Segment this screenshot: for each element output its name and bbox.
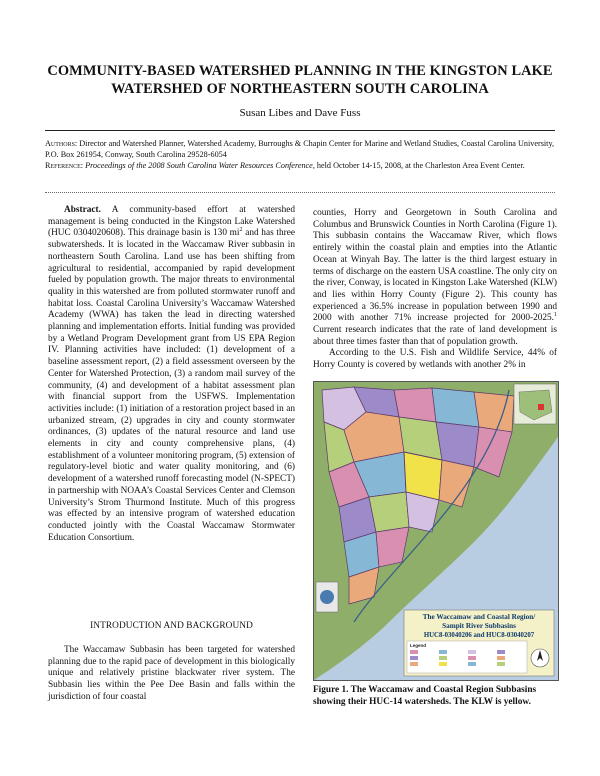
legend-swatch [439, 650, 447, 654]
right-column [313, 208, 557, 372]
legend-swatch [468, 656, 476, 660]
right-paragraph-2: According to the U.S. Fish and Wildlife Service, 44% of Horry County is covered by wetlands with another 2% in [313, 348, 557, 371]
legend-swatch [497, 656, 505, 660]
legend-swatch [410, 662, 418, 666]
reference-label: Reference: [45, 160, 84, 170]
affiliation-label: Authors: [45, 139, 78, 148]
author-line: Susan Libes and Dave Fuss [239, 107, 361, 119]
abstract-text-2: and has three subwatersheds. It is located in the Waccamaw River subbasin in northeastern South Carolina. Land use has been shifting from agricultural to residential, accompanied by rapid development fueled by population growth. The major threats to environmental quality in this watershed are from polluted stormwater runoff and habitat loss. Coastal Carolina University’s Waccamaw Watershed Academy (WWA) has taken the lead in directing watershed planning and implementation efforts. Initial funding was provided by a Wetland Program Development grant from US EPA Region IV. Planning activities have included: (1) development of a baseline assessment report, (2) a field assessment overseen by the Center for Watershed Protection, (3) a random mail survey of the community, (4) and development of a habitat assessment plan with financial support from the USFWS. Implementation activities include: (1) initiation of a restoration project based in an urbanized stream, (2) upgrades in city and county stormwater ordinances, (3) updates of the natural resource and land use elements in city and county comprehensive plans, (4) establishment of a volunteer monitoring program, (5) extension of regulatory-level biotic and water quality monitoring, and (6) development of a watershed runoff forecasting model (N-SPECT) in partnership with NOAA’s Coastal Services Center and Clemson University’s Strom Thurmond Institute. Much of this progress was effected by an intensive program of watershed education conducted jointly with the Coastal Waccamaw Stormwater Education Consortium. [48, 228, 295, 543]
legend-swatch [410, 656, 418, 660]
right-superscript: 1 [554, 312, 557, 319]
abstract-text-1: A community-based effort at watershed management is being conducted in the Kingston Lake Watershed (HUC 0304020608). This drainage basin is 130 mi [48, 205, 296, 239]
map-title-line-3: HUC8-03040206 and HUC8-03040207 [423, 632, 535, 639]
locator-highlight [538, 404, 544, 410]
figure-caption: Figure 1. The Waccamaw and Coastal Region Subbasins showing their HUC-14 watersheds. The KLW is yellow. [313, 685, 537, 707]
figure-map [313, 381, 559, 681]
right-paragraph-1 [313, 208, 557, 348]
legend-swatch [468, 662, 476, 666]
legend-swatch [497, 650, 505, 654]
legend-swatch [410, 650, 418, 654]
divider-top [45, 130, 555, 131]
affiliation-text: Director and Watershed Planner, Watershed Academy, Burroughs & Chapin Center for Marine and Wetland Studies, Coastal Carolina University, P.O. Box 261954, Conway, South Carolina 29528-6054 [45, 139, 555, 159]
map-title-line-2: Sampit River Subbasins [442, 622, 516, 630]
reference-text: held October 14-15, 2008, at the Charleston Area Event Center. [316, 160, 525, 170]
watershed-region-4 [432, 388, 479, 427]
legend-swatch [439, 662, 447, 666]
affiliation-block [45, 139, 555, 172]
abstract-superscript: 2 [239, 227, 243, 234]
watershed-region-15 [369, 492, 409, 532]
reference-line [45, 161, 555, 172]
affiliation-line [45, 139, 555, 161]
legend-swatch [497, 662, 505, 666]
right-text-1b: Current research indicates that the rate of land development is about three times faster than that of population growth. [313, 325, 557, 347]
reference-proceedings: Proceedings of the 2008 South Carolina Water Resources Conference, [85, 160, 315, 170]
abstract-column [48, 205, 295, 544]
divider-bottom [45, 192, 555, 193]
logo-emblem [320, 590, 334, 604]
paper-title: COMMUNITY-BASED WATERSHED PLANNING IN THE KINGSTON LAKE WATERSHED OF NORTHEASTERN SOUTH CAROLINA [47, 63, 553, 97]
abstract-heading: Abstract. [64, 205, 101, 215]
legend-swatch [439, 656, 447, 660]
intro-column [48, 645, 295, 704]
intro-paragraph: The Waccamaw Subbasin has been targeted for watershed planning due to the rapid pace of development in this biologically unique and relatively pristine blackwater river system. The Subbasin lies within the Pee Dee Basin and falls within the jurisdiction of four coastal [48, 645, 295, 702]
right-text-1a: counties, Horry and Georgetown in South Carolina and Columbus and Brunswick Counties in North Carolina (Figure 1). This subbasin contains the Waccamaw River, which flows entirely within the coastal plain and empties into the Atlantic Ocean at Winyah Bay. The latter is the third largest estuary in terms of discharge on the eastern USA coastline. The only city on the river, Conway, is located in Kingston Lake Watershed (KLW) and lies within Horry County (Figure 2). This county has experienced a 36.5% increase in population between 1990 and 2000 with another 71% increase projected for 2000-2025. [313, 208, 557, 324]
legend-swatch [468, 650, 476, 654]
watershed-map [314, 382, 558, 680]
legend-label: Legend [410, 643, 427, 648]
watershed-region-5 [474, 392, 514, 432]
section-heading-intro: INTRODUCTION AND BACKGROUND [90, 621, 253, 631]
map-title-line-1: The Waccamaw and Coastal Region/ [422, 613, 536, 621]
abstract-paragraph [48, 205, 295, 544]
